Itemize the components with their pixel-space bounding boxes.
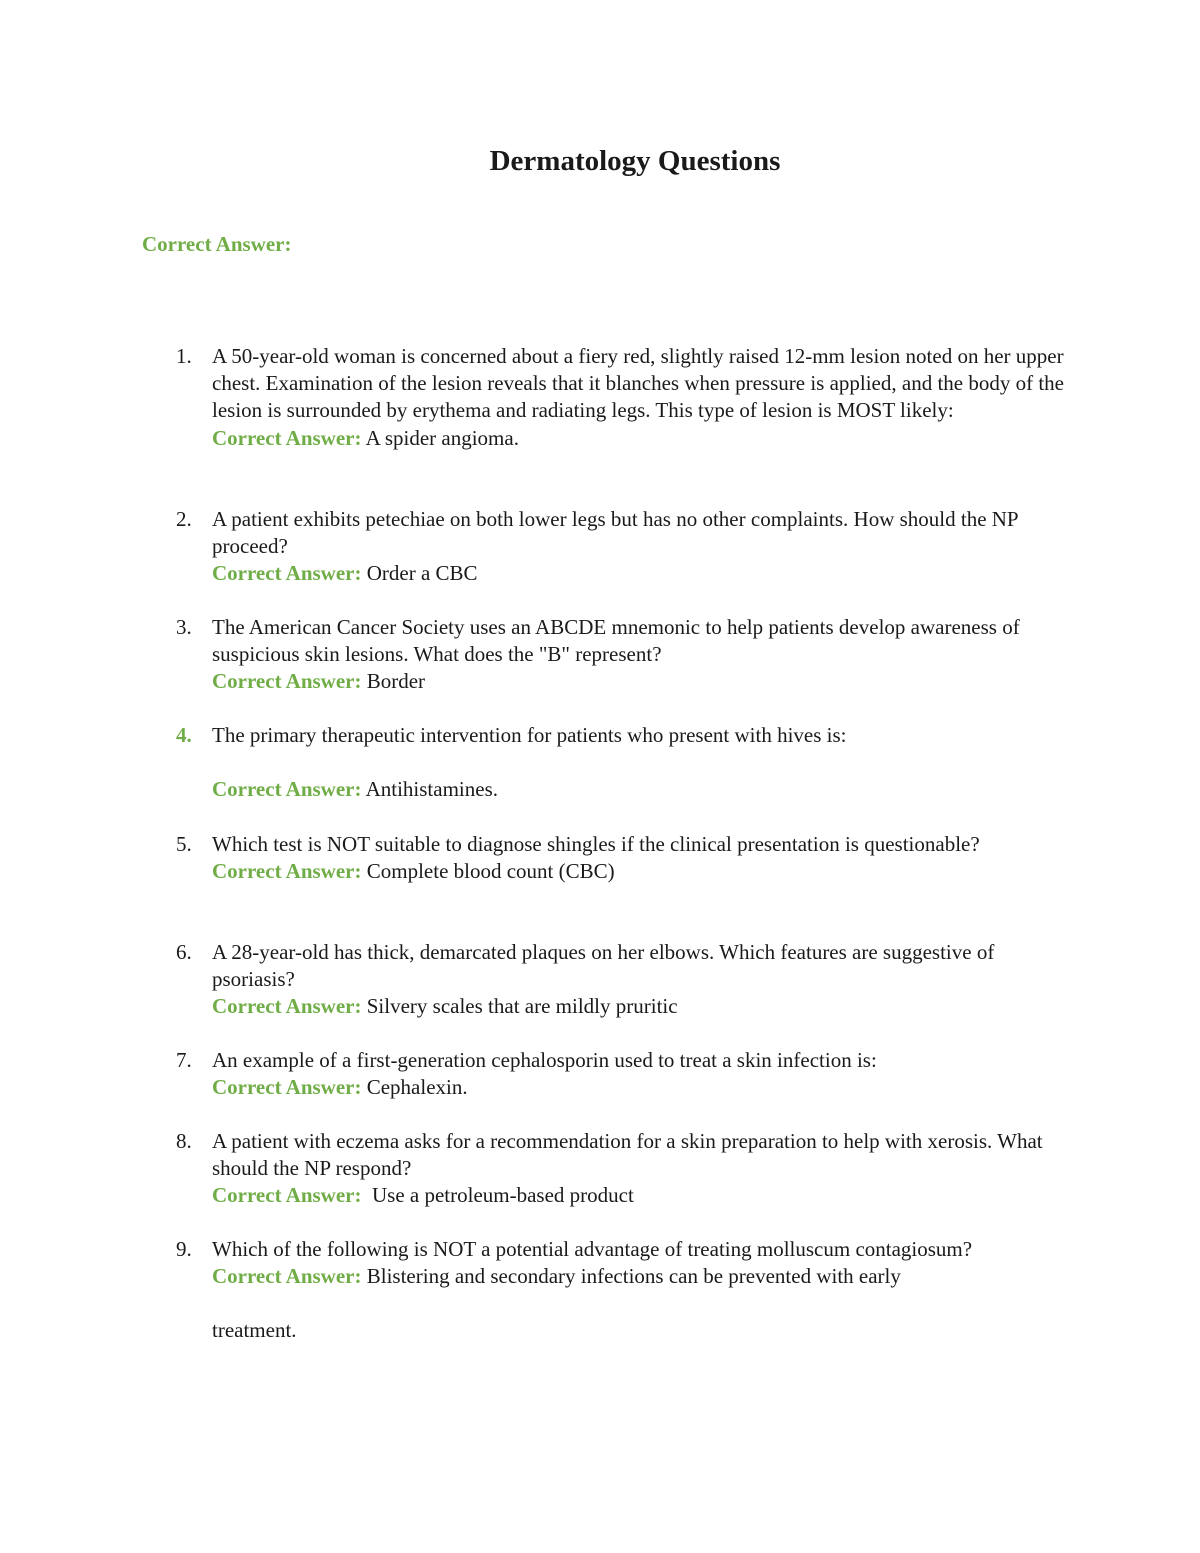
answer-label: Correct Answer:	[212, 1183, 362, 1208]
question-text: A 50-year-old woman is concerned about a fiery red, slightly raised 12-mm lesion noted on her upper chest. Examination of the lesion reveals that it blanches when pressure is applied, and the body of the lesion is surrounded by erythema and radiating legs. This type of lesion is MOST likely:	[212, 344, 1065, 423]
answer-line	[212, 668, 1072, 695]
answer-text: Use a petroleum-based product	[366, 1183, 634, 1208]
list-item	[176, 939, 1072, 1021]
answer-label: Correct Answer:	[212, 859, 362, 884]
list-item	[176, 614, 1072, 696]
answer-line	[212, 1074, 1072, 1101]
answer-line	[212, 993, 1072, 1020]
list-item	[176, 831, 1072, 885]
question-number: 8.	[176, 1129, 192, 1153]
list-item	[176, 1128, 1072, 1210]
answer-text: Complete blood count (CBC)	[366, 859, 615, 884]
answer-line	[212, 1182, 1072, 1209]
list-item	[176, 343, 1072, 452]
question-number: 5.	[176, 832, 192, 856]
question-number: 3.	[176, 615, 192, 639]
answer-line	[212, 1263, 1072, 1290]
question-number: 2.	[176, 507, 192, 531]
list-item	[176, 506, 1072, 588]
answer-text: Silvery scales that are mildly pruritic	[366, 994, 678, 1019]
answer-label: Correct Answer:	[212, 777, 362, 802]
question-text: A patient with eczema asks for a recommendation for a skin preparation to help with xerosis. What should the NP respond?	[212, 1129, 1043, 1181]
answer-line	[212, 776, 1072, 803]
question-number: 9.	[176, 1237, 192, 1261]
answer-text: Cephalexin.	[366, 1075, 468, 1100]
answer-text: Border	[366, 669, 426, 694]
question-number: 1.	[176, 344, 192, 368]
question-text: Which of the following is NOT a potential advantage of treating molluscum contagiosum?	[212, 1237, 973, 1261]
answer-text: Order a CBC	[366, 561, 478, 586]
answer-text: A spider angioma.	[365, 425, 519, 450]
question-text: Which test is NOT suitable to diagnose shingles if the clinical presentation is questionable?	[212, 832, 980, 856]
answer-line	[212, 560, 1072, 587]
question-text: An example of a first-generation cephalosporin used to treat a skin infection is:	[212, 1048, 877, 1072]
question-number: 4.	[176, 723, 192, 747]
answer-label: Correct Answer:	[212, 669, 362, 694]
answer-label: Correct Answer:	[212, 561, 362, 586]
answer-text-continued: treatment.	[212, 1318, 297, 1343]
question-text: A 28-year-old has thick, demarcated plaques on her elbows. Which features are suggestive of psoriasis?	[212, 940, 995, 992]
list-item	[176, 1047, 1072, 1101]
answer-text: Antihistamines.	[365, 777, 498, 802]
answer-label: Correct Answer:	[212, 425, 362, 450]
answer-line	[212, 425, 1072, 452]
list-item	[176, 1236, 1072, 1345]
answer-line	[212, 858, 1072, 885]
list-item	[176, 722, 1072, 803]
question-text: A patient exhibits petechiae on both lower legs but has no other complaints. How should the NP proceed?	[212, 507, 1018, 559]
question-text: The primary therapeutic intervention for patients who present with hives is:	[212, 723, 847, 747]
question-number: 7.	[176, 1048, 192, 1072]
answer-label: Correct Answer:	[212, 994, 362, 1019]
answer-label: Correct Answer:	[212, 1264, 362, 1289]
page-title: Dermatology Questions	[489, 145, 781, 177]
question-number: 6.	[176, 940, 192, 964]
answer-text: Blistering and secondary infections can be prevented with early	[366, 1264, 901, 1289]
answer-label: Correct Answer:	[212, 1075, 362, 1100]
question-text: The American Cancer Society uses an ABCDE mnemonic to help patients develop awareness of suspicious skin lesions. What does the "B" represent?	[212, 615, 1020, 667]
intro-answer-label: Correct Answer:	[142, 232, 292, 256]
